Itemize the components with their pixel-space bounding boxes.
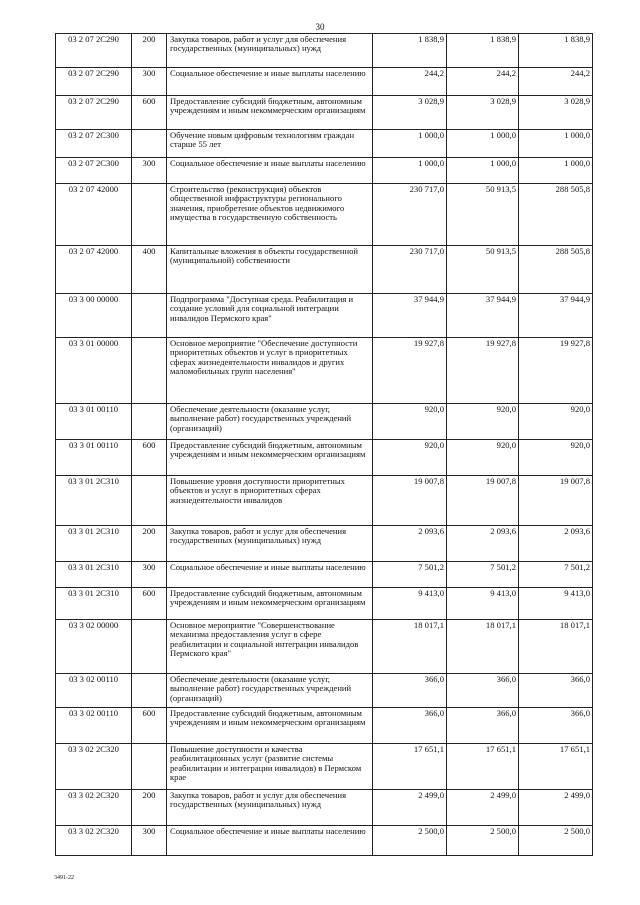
amount-year3-cell: 1 000,0 xyxy=(519,158,593,184)
item-name-cell: Закупка товаров, работ и услуг для обеспечения государственных (муниципальных) нужд xyxy=(167,790,373,826)
amount-year3-cell: 2 500,0 xyxy=(519,826,593,856)
amount-year1-cell: 18 017,1 xyxy=(373,620,447,674)
amount-year3-cell: 7 501,2 xyxy=(519,562,593,588)
budget-table-body xyxy=(56,34,593,856)
amount-year2-cell: 920,0 xyxy=(447,404,519,440)
item-name-cell: Закупка товаров, работ и услуг для обеспечения государственных (муниципальных) нужд xyxy=(167,526,373,562)
target-code-cell: 03 3 02 2С320 xyxy=(56,790,132,826)
amount-year1-cell: 2 500,0 xyxy=(373,826,447,856)
amount-year1-cell: 244,2 xyxy=(373,68,447,96)
expense-type-cell xyxy=(132,294,167,338)
target-code-cell: 03 2 07 2С290 xyxy=(56,68,132,96)
expense-type-cell: 200 xyxy=(132,34,167,68)
item-name-cell: Строительство (реконструкция) объектов общественной инфраструктуры регионального значения, приобретение объектов недвижимого имущества в государственную собственность xyxy=(167,184,373,246)
table-row xyxy=(56,404,593,440)
amount-year3-cell: 244,2 xyxy=(519,68,593,96)
amount-year1-cell: 1 838,9 xyxy=(373,34,447,68)
item-name-cell: Социальное обеспечение и иные выплаты населению xyxy=(167,826,373,856)
target-code-cell: 03 3 01 2С310 xyxy=(56,526,132,562)
expense-type-cell: 300 xyxy=(132,562,167,588)
amount-year3-cell: 19 927,8 xyxy=(519,338,593,404)
table-row xyxy=(56,440,593,476)
amount-year3-cell: 9 413,0 xyxy=(519,588,593,620)
amount-year3-cell: 19 007,8 xyxy=(519,476,593,526)
expense-type-cell xyxy=(132,338,167,404)
amount-year1-cell: 920,0 xyxy=(373,440,447,476)
table-row xyxy=(56,790,593,826)
amount-year1-cell: 366,0 xyxy=(373,674,447,708)
amount-year2-cell: 19 927,8 xyxy=(447,338,519,404)
item-name-cell: Предоставление субсидий бюджетным, автономным учреждениям и иным некоммерческим организациям xyxy=(167,588,373,620)
item-name-cell: Основное мероприятие "Обеспечение доступности приоритетных объектов и услуг в приоритетных сферах жизнедеятельности инвалидов и других маломобильных групп населения" xyxy=(167,338,373,404)
amount-year2-cell: 7 501,2 xyxy=(447,562,519,588)
target-code-cell: 03 3 02 2С320 xyxy=(56,826,132,856)
target-code-cell: 03 3 01 00110 xyxy=(56,440,132,476)
amount-year2-cell: 3 028,9 xyxy=(447,96,519,130)
target-code-cell: 03 3 02 00110 xyxy=(56,674,132,708)
target-code-cell: 03 2 07 2С290 xyxy=(56,34,132,68)
target-code-cell: 03 3 02 00000 xyxy=(56,620,132,674)
amount-year1-cell: 920,0 xyxy=(373,404,447,440)
expense-type-cell: 600 xyxy=(132,440,167,476)
amount-year3-cell: 37 944,9 xyxy=(519,294,593,338)
amount-year2-cell: 50 913,5 xyxy=(447,184,519,246)
expense-type-cell xyxy=(132,130,167,158)
target-code-cell: 03 3 00 00000 xyxy=(56,294,132,338)
amount-year1-cell: 366,0 xyxy=(373,708,447,744)
amount-year2-cell: 19 007,8 xyxy=(447,476,519,526)
item-name-cell: Предоставление субсидий бюджетным, автономным учреждениям и иным некоммерческим организациям xyxy=(167,96,373,130)
item-name-cell: Социальное обеспечение и иные выплаты населению xyxy=(167,158,373,184)
target-code-cell: 03 3 02 00110 xyxy=(56,708,132,744)
item-name-cell: Повышение доступности и качества реабилитационных услуг (развитие системы реабилитации и интеграции инвалидов) в Пермском крае xyxy=(167,744,373,790)
table-row xyxy=(56,34,593,68)
amount-year2-cell: 18 017,1 xyxy=(447,620,519,674)
amount-year2-cell: 244,2 xyxy=(447,68,519,96)
item-name-cell: Повышение уровня доступности приоритетных объектов и услуг в приоритетных сферах жизнедеятельности инвалидов xyxy=(167,476,373,526)
amount-year2-cell: 1 838,9 xyxy=(447,34,519,68)
amount-year3-cell: 1 000,0 xyxy=(519,130,593,158)
amount-year2-cell: 1 000,0 xyxy=(447,158,519,184)
amount-year1-cell: 1 000,0 xyxy=(373,158,447,184)
target-code-cell: 03 2 07 2С300 xyxy=(56,130,132,158)
table-row xyxy=(56,246,593,294)
amount-year1-cell: 37 944,9 xyxy=(373,294,447,338)
expense-type-cell: 200 xyxy=(132,526,167,562)
amount-year2-cell: 366,0 xyxy=(447,708,519,744)
item-name-cell: Обеспечение деятельности (оказание услуг, выполнение работ) государственных учреждений (организаций) xyxy=(167,404,373,440)
amount-year2-cell: 17 651,1 xyxy=(447,744,519,790)
table-row xyxy=(56,338,593,404)
table-row xyxy=(56,158,593,184)
amount-year2-cell: 366,0 xyxy=(447,674,519,708)
amount-year1-cell: 230 717,0 xyxy=(373,246,447,294)
budget-table xyxy=(55,33,593,856)
target-code-cell: 03 3 02 2С320 xyxy=(56,744,132,790)
expense-type-cell: 400 xyxy=(132,246,167,294)
item-name-cell: Обучение новым цифровым технологиям граждан старше 55 лет xyxy=(167,130,373,158)
amount-year1-cell: 9 413,0 xyxy=(373,588,447,620)
amount-year2-cell: 2 093,6 xyxy=(447,526,519,562)
table-row xyxy=(56,826,593,856)
amount-year2-cell: 37 944,9 xyxy=(447,294,519,338)
footer-code: 3491-22 xyxy=(54,875,74,881)
amount-year1-cell: 230 717,0 xyxy=(373,184,447,246)
amount-year1-cell: 3 028,9 xyxy=(373,96,447,130)
table-row xyxy=(56,476,593,526)
amount-year3-cell: 18 017,1 xyxy=(519,620,593,674)
amount-year3-cell: 2 499,0 xyxy=(519,790,593,826)
table-row xyxy=(56,294,593,338)
amount-year2-cell: 50 913,5 xyxy=(447,246,519,294)
expense-type-cell: 600 xyxy=(132,708,167,744)
item-name-cell: Капитальные вложения в объекты государственной (муниципальной) собственности xyxy=(167,246,373,294)
expense-type-cell xyxy=(132,404,167,440)
expense-type-cell xyxy=(132,674,167,708)
table-row xyxy=(56,562,593,588)
expense-type-cell: 200 xyxy=(132,790,167,826)
amount-year2-cell: 920,0 xyxy=(447,440,519,476)
amount-year3-cell: 920,0 xyxy=(519,404,593,440)
amount-year1-cell: 19 007,8 xyxy=(373,476,447,526)
expense-type-cell: 600 xyxy=(132,588,167,620)
expense-type-cell: 600 xyxy=(132,96,167,130)
expense-type-cell xyxy=(132,184,167,246)
table-row xyxy=(56,184,593,246)
table-row xyxy=(56,708,593,744)
item-name-cell: Предоставление субсидий бюджетным, автономным учреждениям и иным некоммерческим организациям xyxy=(167,708,373,744)
amount-year1-cell: 17 651,1 xyxy=(373,744,447,790)
table-row xyxy=(56,620,593,674)
table-row xyxy=(56,96,593,130)
page-number: 30 xyxy=(315,22,325,32)
amount-year3-cell: 288 505,8 xyxy=(519,246,593,294)
target-code-cell: 03 3 01 2С310 xyxy=(56,588,132,620)
item-name-cell: Подпрограмма "Доступная среда. Реабилитация и создание условий для социальной интеграции инвалидов Пермского края" xyxy=(167,294,373,338)
expense-type-cell: 300 xyxy=(132,826,167,856)
amount-year2-cell: 2 499,0 xyxy=(447,790,519,826)
item-name-cell: Социальное обеспечение и иные выплаты населению xyxy=(167,68,373,96)
amount-year1-cell: 1 000,0 xyxy=(373,130,447,158)
target-code-cell: 03 2 07 42000 xyxy=(56,246,132,294)
target-code-cell: 03 3 01 2С310 xyxy=(56,562,132,588)
amount-year3-cell: 2 093,6 xyxy=(519,526,593,562)
target-code-cell: 03 3 01 2С310 xyxy=(56,476,132,526)
table-row xyxy=(56,130,593,158)
table-row xyxy=(56,68,593,96)
amount-year1-cell: 2 093,6 xyxy=(373,526,447,562)
table-row xyxy=(56,526,593,562)
expense-type-cell: 300 xyxy=(132,158,167,184)
amount-year3-cell: 1 838,9 xyxy=(519,34,593,68)
item-name-cell: Основное мероприятие "Совершенствование механизма предоставления услуг в сфере реабилитации и социальной интеграции инвалидов Пермского края" xyxy=(167,620,373,674)
table-row xyxy=(56,744,593,790)
item-name-cell: Социальное обеспечение и иные выплаты населению xyxy=(167,562,373,588)
target-code-cell: 03 2 07 42000 xyxy=(56,184,132,246)
amount-year3-cell: 920,0 xyxy=(519,440,593,476)
table-row xyxy=(56,588,593,620)
amount-year3-cell: 3 028,9 xyxy=(519,96,593,130)
amount-year2-cell: 2 500,0 xyxy=(447,826,519,856)
expense-type-cell xyxy=(132,476,167,526)
item-name-cell: Закупка товаров, работ и услуг для обеспечения государственных (муниципальных) нужд xyxy=(167,34,373,68)
amount-year3-cell: 366,0 xyxy=(519,708,593,744)
amount-year2-cell: 1 000,0 xyxy=(447,130,519,158)
amount-year1-cell: 19 927,8 xyxy=(373,338,447,404)
target-code-cell: 03 3 01 00000 xyxy=(56,338,132,404)
target-code-cell: 03 3 01 00110 xyxy=(56,404,132,440)
expense-type-cell xyxy=(132,620,167,674)
expense-type-cell xyxy=(132,744,167,790)
target-code-cell: 03 2 07 2С290 xyxy=(56,96,132,130)
amount-year3-cell: 288 505,8 xyxy=(519,184,593,246)
amount-year1-cell: 7 501,2 xyxy=(373,562,447,588)
amount-year2-cell: 9 413,0 xyxy=(447,588,519,620)
table-row xyxy=(56,674,593,708)
expense-type-cell: 300 xyxy=(132,68,167,96)
amount-year3-cell: 17 651,1 xyxy=(519,744,593,790)
target-code-cell: 03 2 07 2С300 xyxy=(56,158,132,184)
item-name-cell: Предоставление субсидий бюджетным, автономным учреждениям и иным некоммерческим организациям xyxy=(167,440,373,476)
amount-year1-cell: 2 499,0 xyxy=(373,790,447,826)
item-name-cell: Обеспечение деятельности (оказание услуг, выполнение работ) государственных учреждений (организаций) xyxy=(167,674,373,708)
amount-year3-cell: 366,0 xyxy=(519,674,593,708)
